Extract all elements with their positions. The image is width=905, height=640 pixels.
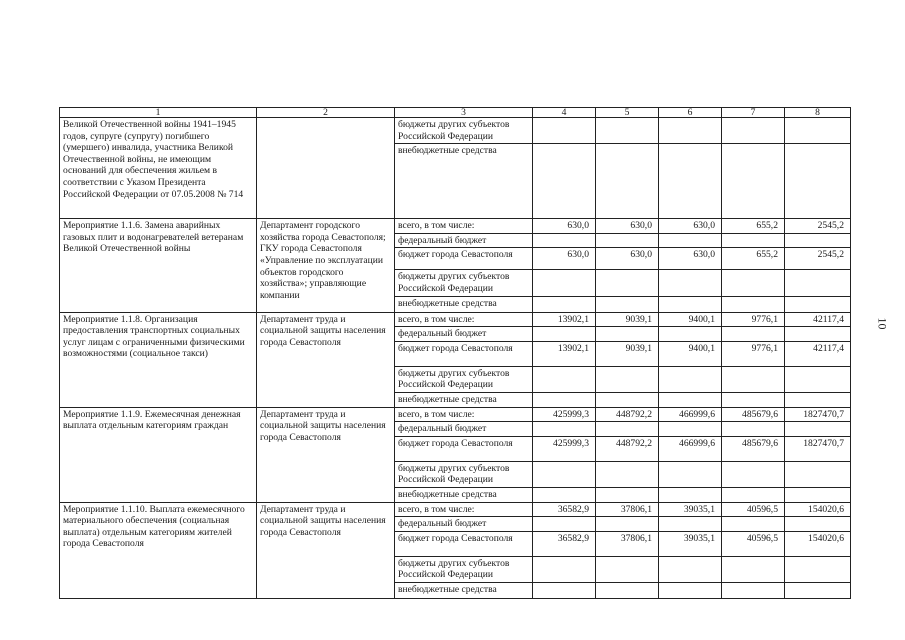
value-cell: 9039,1 [596,312,659,327]
value-cell: 2545,2 [785,219,851,234]
value-cell [596,517,659,532]
value-cell [596,392,659,407]
value-cell [722,487,785,502]
value-cell: 37806,1 [596,531,659,556]
value-cell [596,233,659,248]
value-cell: 36582,9 [533,531,596,556]
column-header: 3 [395,108,533,118]
value-cell: 1827470,7 [785,436,851,461]
value-cell [659,118,722,144]
value-cell: 40596,5 [722,531,785,556]
value-cell [785,144,851,219]
value-cell: 42117,4 [785,312,851,327]
measure-title: Мероприятие 1.1.6. Замена аварийных газовых плит и водонагревателей ветеранам Великой Отечественной войны [60,219,257,312]
value-cell [785,233,851,248]
column-header: 6 [659,108,722,118]
page-number: 10 [875,317,890,330]
measure-title: Мероприятие 1.1.10. Выплата ежемесячного материального обеспечения (социальная выплата) отдельным категориям жителей города Севастополя [60,502,257,598]
value-cell: 448792,2 [596,407,659,422]
funding-source: федеральный бюджет [395,517,533,532]
value-cell [659,556,722,582]
value-cell [659,366,722,392]
column-header: 8 [785,108,851,118]
funding-source: внебюджетные средства [395,487,533,502]
table-row [60,407,851,422]
value-cell [785,487,851,502]
value-cell [785,556,851,582]
value-cell: 9776,1 [722,312,785,327]
funding-source: бюджеты других субъектов Российской Федерации [395,270,533,296]
table-row [60,502,851,517]
value-cell [533,366,596,392]
value-cell [596,582,659,598]
value-cell [596,144,659,219]
value-cell [722,270,785,296]
funding-source: внебюджетные средства [395,582,533,598]
value-cell [659,296,722,312]
value-cell [596,270,659,296]
executor-cell: Департамент труда и социальной защиты населения города Севастополя [257,312,395,407]
executor-cell [257,118,395,219]
value-cell [722,296,785,312]
executor-cell: Департамент городского хозяйства города Севастополя; ГКУ города Севастополя «Управление по эксплуатации объектов городского хозяйства»; управляющие компании [257,219,395,312]
value-cell: 655,2 [722,248,785,270]
value-cell: 425999,3 [533,407,596,422]
value-cell: 485679,6 [722,436,785,461]
executor-cell: Департамент труда и социальной защиты населения города Севастополя [257,502,395,598]
value-cell [722,366,785,392]
value-cell [785,366,851,392]
value-cell [533,233,596,248]
value-cell [533,392,596,407]
header-row [60,108,851,118]
value-cell: 13902,1 [533,341,596,366]
executor-cell: Департамент труда и социальной защиты населения города Севастополя [257,407,395,502]
value-cell [785,582,851,598]
value-cell: 13902,1 [533,312,596,327]
funding-source: федеральный бюджет [395,233,533,248]
value-cell [722,233,785,248]
value-cell [533,118,596,144]
funding-source: внебюджетные средства [395,144,533,219]
value-cell [596,461,659,487]
value-cell [533,517,596,532]
funding-source: всего, в том числе: [395,219,533,234]
funding-source: внебюджетные средства [395,392,533,407]
value-cell: 630,0 [659,219,722,234]
value-cell [785,517,851,532]
value-cell [722,556,785,582]
value-cell: 37806,1 [596,502,659,517]
table-row [60,312,851,327]
value-cell [533,461,596,487]
funding-table [59,107,851,599]
funding-source: бюджет города Севастополя [395,531,533,556]
funding-source: федеральный бюджет [395,327,533,342]
value-cell [722,461,785,487]
value-cell: 40596,5 [722,502,785,517]
value-cell [659,392,722,407]
value-cell: 154020,6 [785,502,851,517]
value-cell [533,582,596,598]
value-cell [785,296,851,312]
value-cell [659,144,722,219]
measure-title: Мероприятие 1.1.8. Организация предоставления транспортных социальных услуг лицам с ограниченными физическими возможностями (социальное такси) [60,312,257,407]
value-cell: 630,0 [533,248,596,270]
value-cell: 154020,6 [785,531,851,556]
value-cell: 39035,1 [659,502,722,517]
funding-source: всего, в том числе: [395,502,533,517]
value-cell [785,270,851,296]
funding-source: бюджеты других субъектов Российской Федерации [395,118,533,144]
column-header: 2 [257,108,395,118]
value-cell [596,487,659,502]
value-cell: 36582,9 [533,502,596,517]
value-cell [785,422,851,437]
table-row [60,219,851,234]
value-cell: 39035,1 [659,531,722,556]
value-cell [722,144,785,219]
value-cell [659,327,722,342]
funding-source: федеральный бюджет [395,422,533,437]
value-cell [596,296,659,312]
value-cell: 9039,1 [596,341,659,366]
value-cell [785,461,851,487]
value-cell [533,327,596,342]
value-cell: 425999,3 [533,436,596,461]
value-cell: 630,0 [596,219,659,234]
value-cell [722,327,785,342]
value-cell [659,487,722,502]
measure-title: Великой Отечественной войны 1941–1945 годов, супруге (супругу) погибшего (умершего) инвалида, участника Великой Отечественной войны, не имеющим оснований для обеспечения жильем в соответствии с Указом Президента Российской Федерации от 07.05.2008 № 714 [60,118,257,219]
value-cell [533,144,596,219]
value-cell [785,118,851,144]
value-cell: 2545,2 [785,248,851,270]
column-header: 5 [596,108,659,118]
value-cell: 466999,6 [659,407,722,422]
value-cell [596,422,659,437]
value-cell: 655,2 [722,219,785,234]
value-cell [533,296,596,312]
column-header: 1 [60,108,257,118]
value-cell [722,118,785,144]
value-cell [533,270,596,296]
value-cell [596,118,659,144]
value-cell [659,270,722,296]
value-cell [596,366,659,392]
value-cell: 630,0 [596,248,659,270]
value-cell [533,487,596,502]
value-cell: 42117,4 [785,341,851,366]
value-cell [596,327,659,342]
value-cell [785,392,851,407]
value-cell: 9400,1 [659,312,722,327]
value-cell: 9776,1 [722,341,785,366]
value-cell: 630,0 [659,248,722,270]
value-cell [722,392,785,407]
value-cell: 630,0 [533,219,596,234]
measure-title: Мероприятие 1.1.9. Ежемесячная денежная выплата отдельным категориям граждан [60,407,257,502]
value-cell [722,517,785,532]
funding-source: бюджет города Севастополя [395,436,533,461]
funding-source: бюджеты других субъектов Российской Федерации [395,366,533,392]
value-cell [785,327,851,342]
column-header: 4 [533,108,596,118]
value-cell: 466999,6 [659,436,722,461]
table-row [60,118,851,144]
value-cell [659,461,722,487]
value-cell [659,582,722,598]
funding-source: внебюджетные средства [395,296,533,312]
value-cell: 448792,2 [596,436,659,461]
funding-source: бюджеты других субъектов Российской Федерации [395,556,533,582]
value-cell: 9400,1 [659,341,722,366]
value-cell [659,233,722,248]
value-cell [533,556,596,582]
funding-source: бюджет города Севастополя [395,341,533,366]
value-cell [659,422,722,437]
funding-source: бюджеты других субъектов Российской Федерации [395,461,533,487]
funding-source: всего, в том числе: [395,407,533,422]
column-header: 7 [722,108,785,118]
value-cell: 485679,6 [722,407,785,422]
value-cell [659,517,722,532]
value-cell: 1827470,7 [785,407,851,422]
value-cell [533,422,596,437]
value-cell [722,422,785,437]
value-cell [722,582,785,598]
value-cell [596,556,659,582]
funding-source: бюджет города Севастополя [395,248,533,270]
funding-source: всего, в том числе: [395,312,533,327]
